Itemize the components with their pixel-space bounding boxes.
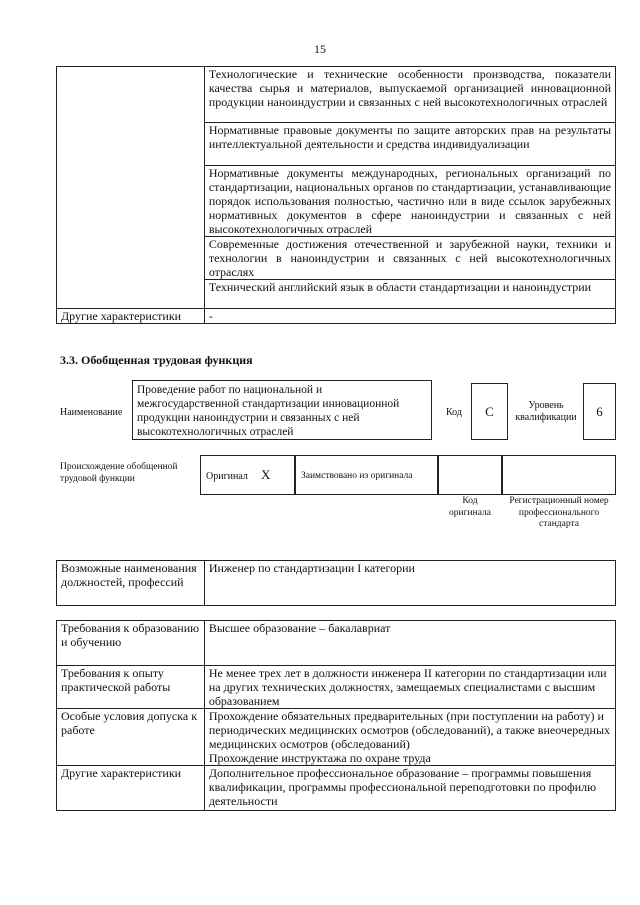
name-label: Наименование: [60, 407, 123, 418]
origin-label: Происхождение обобщенной трудовой функции: [60, 462, 178, 484]
knowledge-table: [56, 66, 616, 324]
requirements-table: [56, 620, 616, 811]
reg-number-cell: [502, 455, 616, 495]
code-original-caption: Код оригинала: [449, 496, 491, 518]
knowledge-item: Нормативные правовые документы по защите авторских прав на результаты интеллектуальной деятельности и средства индивидуализации: [204, 123, 615, 166]
section-title: 3.3. Обобщенная трудовая функция: [60, 353, 253, 367]
knowledge-item: Современные достижения отечественной и зарубежной науки, техники и технологии в наноиндустрии и связанных с ней высокотехнологичных отраслях: [204, 237, 615, 280]
level-value: 6: [583, 383, 616, 440]
code-original-cell: [438, 455, 502, 495]
knowledge-item: Нормативные документы международных, региональных организаций по стандартизации, национальных органов по стандартизации, устанавливающие порядок использования полностью, частично или в виде ссылок зарубежных нормативных документов в сфере наноиндустрии и связанных с ней высокотехнологичных отраслей: [204, 166, 615, 237]
reg-number-caption: Регистрационный номер профессионального стандарта: [509, 496, 609, 529]
admission-value: [204, 709, 615, 766]
borrowed-label: Заимствовано из оригинала: [301, 471, 413, 481]
knowledge-item: Технический английский язык в области стандартизации и наноиндустрии: [204, 280, 615, 309]
positions-value: Инженер по стандартизации I категории: [204, 561, 615, 606]
code-value: C: [471, 383, 508, 440]
knowledge-item: Технологические и технические особенности производства, показатели качества сырья и материалов, выпускаемой организацией инновационной продукции наноиндустрии и связанных с ней высокотехнологичных отраслей: [204, 67, 615, 123]
admission-value-line1: Прохождение обязательных предварительных (при поступлении на работу) и периодических медицинских осмотров (обследований), а также внеочередных медицинских осмотров (обследований): [208, 709, 611, 751]
other-value: Дополнительное профессиональное образование – программы повышения квалификации, программы профессиональной переподготовки по профилю деятельности: [204, 766, 615, 811]
borrowed-cell: [295, 455, 438, 495]
original-label: Оригинал: [206, 471, 248, 482]
other-characteristics-label: Другие характеристики: [57, 309, 205, 324]
page-number: 15: [314, 42, 326, 56]
original-mark: X: [261, 467, 271, 482]
experience-label: Требования к опыту практической работы: [57, 666, 205, 709]
education-value: Высшее образование – бакалавриат: [204, 621, 615, 666]
experience-value: Не менее трех лет в должности инженера II категории по стандартизации или на других технических должностях, замещаемых специалистами с высшим образованием: [204, 666, 615, 709]
admission-label: Особые условия допуска к работе: [57, 709, 205, 766]
admission-value-line2: Прохождение инструктажа по охране труда: [208, 751, 431, 765]
other-characteristics-value: -: [204, 309, 615, 324]
code-label: Код: [446, 407, 462, 418]
positions-table: [56, 560, 616, 606]
other-label: Другие характеристики: [57, 766, 205, 811]
positions-label: Возможные наименования должностей, профессий: [57, 561, 205, 606]
level-label: Уровень квалификации: [515, 400, 577, 423]
function-name-value: Проведение работ по национальной и межгосударственной стандартизации инновационной продукции наноиндустрии и связанных с ней высокотехнологичных отраслей: [132, 380, 432, 440]
original-cell: [200, 455, 295, 495]
empty-label-cell: [57, 67, 205, 309]
education-label: Требования к образованию и обучению: [57, 621, 205, 666]
